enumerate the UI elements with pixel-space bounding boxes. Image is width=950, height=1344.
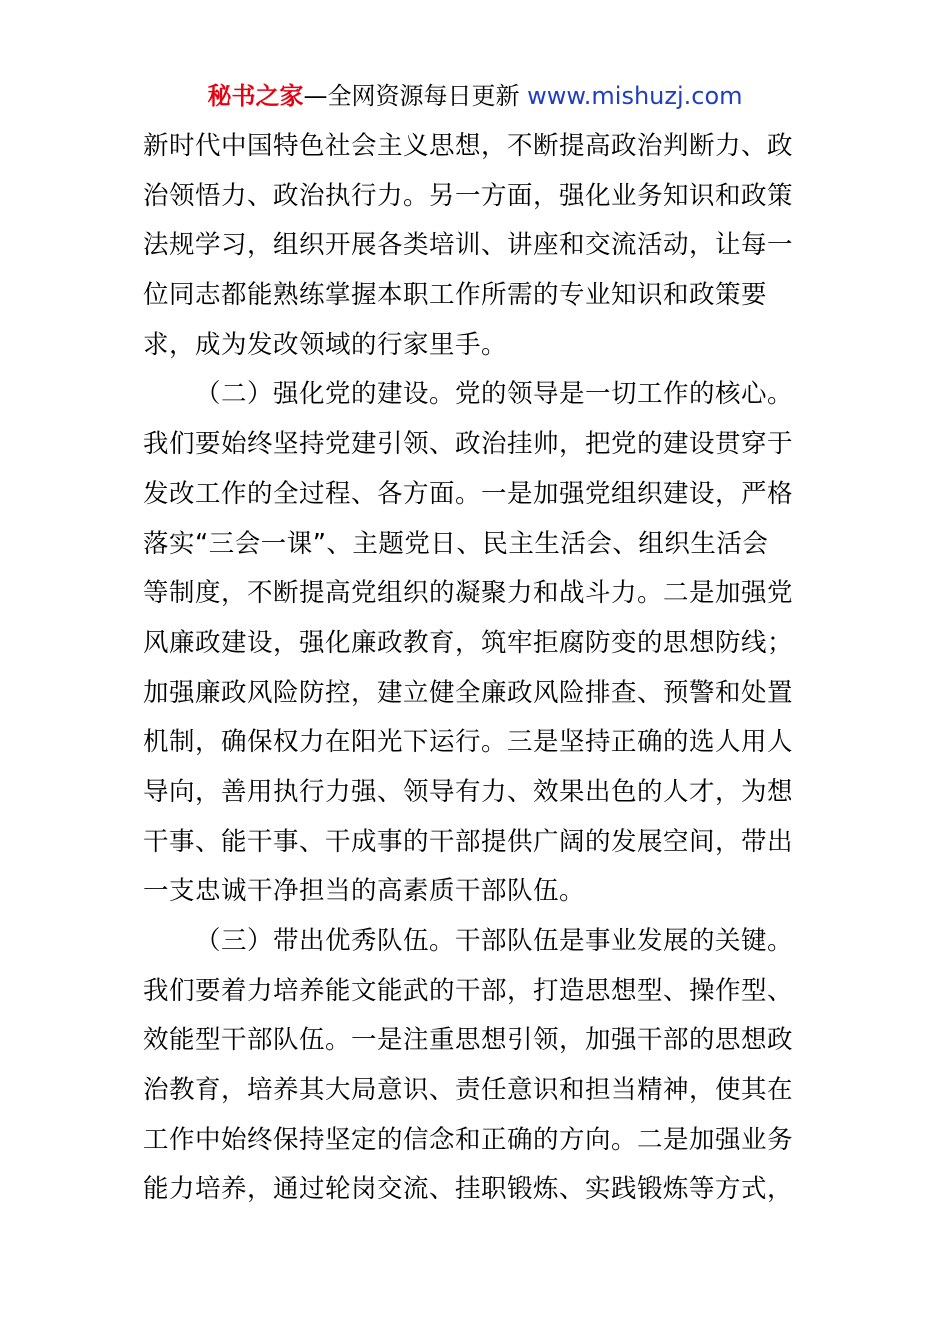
- text-line: 能力培养，通过轮岗交流、挂职锻炼、实践锻炼等方式，: [143, 1174, 794, 1205]
- brand-name: 秘书之家: [207, 82, 304, 110]
- text-line: 导向，善用执行力强、领导有力、效果出色的人才，为想: [143, 776, 794, 807]
- text-line: 我们要始终坚持党建引领、政治挂帅，把党的建设贯穿于: [143, 429, 794, 460]
- text-line: 发改工作的全过程、各方面。一是加强党组织建设，严格: [143, 478, 794, 509]
- text-line: 加强廉政风险防控，建立健全廉政风险排查、预警和处置: [143, 677, 794, 708]
- text-line: 位同志都能熟练掌握本职工作所需的专业知识和政策要: [143, 280, 768, 311]
- text-line: 工作中始终保持坚定的信念和正确的方向。二是加强业务: [143, 1124, 794, 1155]
- text-line: 一支忠诚干净担当的高素质干部队伍。: [143, 876, 586, 907]
- text-line: 求，成为发改领域的行家里手。: [143, 329, 508, 360]
- text-line: 机制，确保权力在阳光下运行。三是坚持正确的选人用人: [143, 727, 794, 758]
- text-line: 风廉政建设，强化廉政教育，筑牢拒腐防变的思想防线；: [143, 627, 794, 658]
- text-line: 治教育，培养其大局意识、责任意识和担当精神，使其在: [143, 1075, 794, 1106]
- document-body: [143, 122, 823, 1215]
- text-line: 新时代中国特色社会主义思想，不断提高政治判断力、政: [143, 131, 794, 161]
- header-slogan: —全网资源每日更新: [303, 82, 520, 110]
- site-url: www.mishuzj.com: [527, 82, 743, 110]
- section-heading-line: （二）强化党的建设。党的领导是一切工作的核心。: [195, 379, 794, 410]
- text-line: 落实“三会一课”、主题党日、民主生活会、组织生活会: [143, 528, 769, 559]
- text-line: 干事、能干事、干成事的干部提供广阔的发展空间，带出: [143, 826, 794, 857]
- text-line: 法规学习，组织开展各类培训、讲座和交流活动，让每一: [143, 230, 794, 261]
- text-line: 等制度，不断提高党组织的凝聚力和战斗力。二是加强党: [143, 578, 794, 609]
- section-heading-line: （三）带出优秀队伍。干部队伍是事业发展的关键。: [195, 926, 794, 956]
- text-line: 效能型干部队伍。一是注重思想引领，加强干部的思想政: [143, 1025, 794, 1056]
- text-line: 我们要着力培养能文能武的干部，打造思想型、操作型、: [143, 975, 794, 1006]
- watermark-header: [0, 80, 950, 112]
- text-line: 治领悟力、政治执行力。另一方面，强化业务知识和政策: [143, 180, 794, 211]
